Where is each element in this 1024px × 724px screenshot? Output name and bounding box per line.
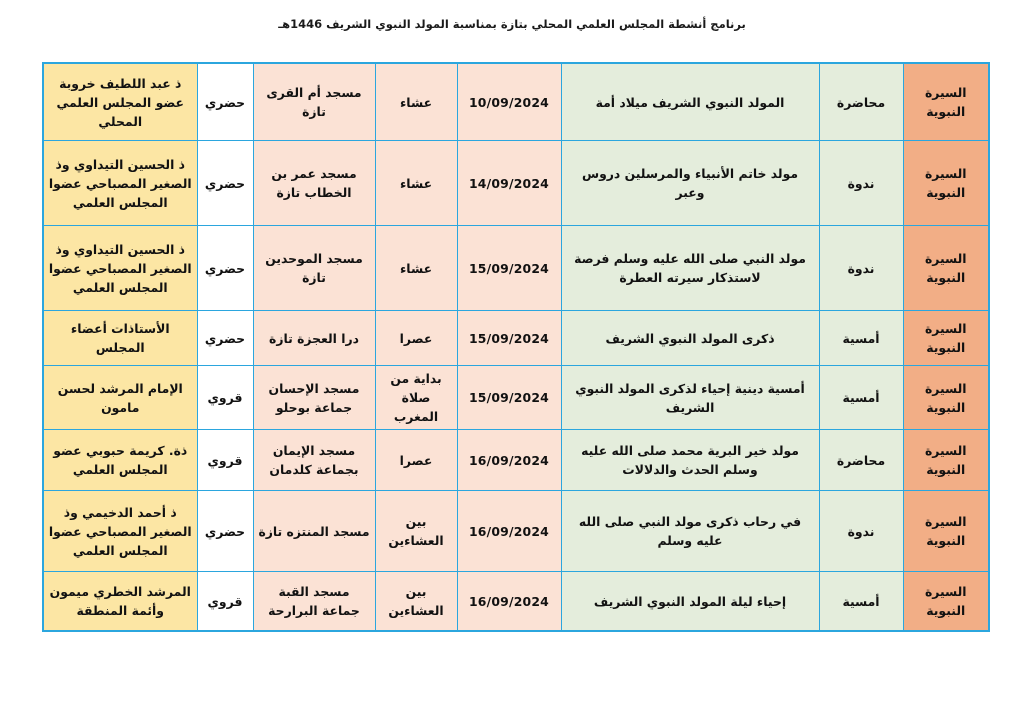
cell-topic: ذكرى المولد النبوي الشريف: [561, 311, 819, 366]
cell-venue: مسجد القبة جماعة البرارحة: [253, 572, 375, 632]
cell-theme: السيرة النبوية: [903, 141, 989, 226]
program-table-container: [44, 62, 990, 632]
cell-speaker: ذة. كريمة حبوبي عضو المجلس العلمي: [43, 430, 197, 491]
cell-type: ندوة: [819, 226, 903, 311]
cell-speaker: المرشد الخطري ميمون وأئمة المنطقة: [43, 572, 197, 632]
cell-venue: مسجد الموحدين تازة: [253, 226, 375, 311]
cell-date: 15/09/2024: [457, 311, 561, 366]
table-row: [43, 491, 989, 572]
cell-type: محاضرة: [819, 63, 903, 141]
cell-area: حضري: [197, 491, 253, 572]
cell-area: حضري: [197, 226, 253, 311]
cell-time: عشاء: [375, 226, 457, 311]
cell-topic: مولد خير البرية محمد صلى الله عليه وسلم الحدث والدلالات: [561, 430, 819, 491]
table-row: [43, 226, 989, 311]
cell-topic: المولد النبوي الشريف ميلاد أمة: [561, 63, 819, 141]
cell-date: 15/09/2024: [457, 226, 561, 311]
cell-time: بين العشاءين: [375, 572, 457, 632]
cell-theme: السيرة النبوية: [903, 63, 989, 141]
cell-topic: إحياء ليلة المولد النبوي الشريف: [561, 572, 819, 632]
cell-area: حضري: [197, 311, 253, 366]
cell-date: 16/09/2024: [457, 491, 561, 572]
cell-theme: السيرة النبوية: [903, 430, 989, 491]
cell-time: عصرا: [375, 430, 457, 491]
cell-type: ندوة: [819, 491, 903, 572]
cell-area: قروي: [197, 430, 253, 491]
cell-type: أمسية: [819, 366, 903, 430]
cell-area: حضري: [197, 63, 253, 141]
cell-area: حضري: [197, 141, 253, 226]
table-row: [43, 366, 989, 430]
cell-time: عشاء: [375, 63, 457, 141]
cell-type: محاضرة: [819, 430, 903, 491]
cell-date: 16/09/2024: [457, 572, 561, 632]
cell-topic: أمسية دينية إحياء لذكرى المولد النبوي الشريف: [561, 366, 819, 430]
cell-venue: مسجد الإيمان بجماعة كلدمان: [253, 430, 375, 491]
cell-venue: مسجد أم القرى تازة: [253, 63, 375, 141]
cell-time: بداية من صلاة المغرب: [375, 366, 457, 430]
table-row: [43, 63, 989, 141]
cell-venue: مسجد المنتزه تازة: [253, 491, 375, 572]
cell-theme: السيرة النبوية: [903, 366, 989, 430]
cell-type: أمسية: [819, 311, 903, 366]
program-table: [42, 62, 990, 632]
cell-speaker: ذ عبد اللطيف خروبة عضو المجلس العلمي المحلي: [43, 63, 197, 141]
cell-speaker: ذ الحسين التيداوي وذ الصغير المصباحي عضوا المجلس العلمي: [43, 226, 197, 311]
cell-date: 10/09/2024: [457, 63, 561, 141]
page-title: برنامج أنشطة المجلس العلمي المحلي بتازة بمناسبة المولد النبوي الشريف 1446هـ: [278, 17, 746, 31]
cell-venue: مسجد الإحسان جماعة بوحلو: [253, 366, 375, 430]
cell-theme: السيرة النبوية: [903, 311, 989, 366]
cell-date: 14/09/2024: [457, 141, 561, 226]
cell-date: 16/09/2024: [457, 430, 561, 491]
cell-speaker: الأستاذات أعضاء المجلس: [43, 311, 197, 366]
cell-speaker: الإمام المرشد لحسن مامون: [43, 366, 197, 430]
cell-speaker: ذ أحمد الدخيمي وذ الصغير المصباحي عضوا المجلس العلمي: [43, 491, 197, 572]
table-row: [43, 311, 989, 366]
cell-topic: مولد خاتم الأنبياء والمرسلين دروس وعبر: [561, 141, 819, 226]
cell-area: قروي: [197, 366, 253, 430]
cell-topic: مولد النبي صلى الله عليه وسلم فرصة لاستذكار سيرته العطرة: [561, 226, 819, 311]
cell-time: بين العشاءين: [375, 491, 457, 572]
cell-type: ندوة: [819, 141, 903, 226]
table-row: [43, 430, 989, 491]
cell-type: أمسية: [819, 572, 903, 632]
table-row: [43, 141, 989, 226]
cell-date: 15/09/2024: [457, 366, 561, 430]
cell-theme: السيرة النبوية: [903, 226, 989, 311]
cell-venue: درا العجزة تازة: [253, 311, 375, 366]
cell-area: قروي: [197, 572, 253, 632]
cell-topic: في رحاب ذكرى مولد النبي صلى الله عليه وسلم: [561, 491, 819, 572]
cell-time: عشاء: [375, 141, 457, 226]
cell-venue: مسجد عمر بن الخطاب تازة: [253, 141, 375, 226]
cell-speaker: ذ الحسين التيداوي وذ الصغير المصباحي عضوا المجلس العلمي: [43, 141, 197, 226]
program-table-body: [43, 63, 989, 631]
table-row: [43, 572, 989, 632]
cell-theme: السيرة النبوية: [903, 572, 989, 632]
cell-time: عصرا: [375, 311, 457, 366]
cell-theme: السيرة النبوية: [903, 491, 989, 572]
